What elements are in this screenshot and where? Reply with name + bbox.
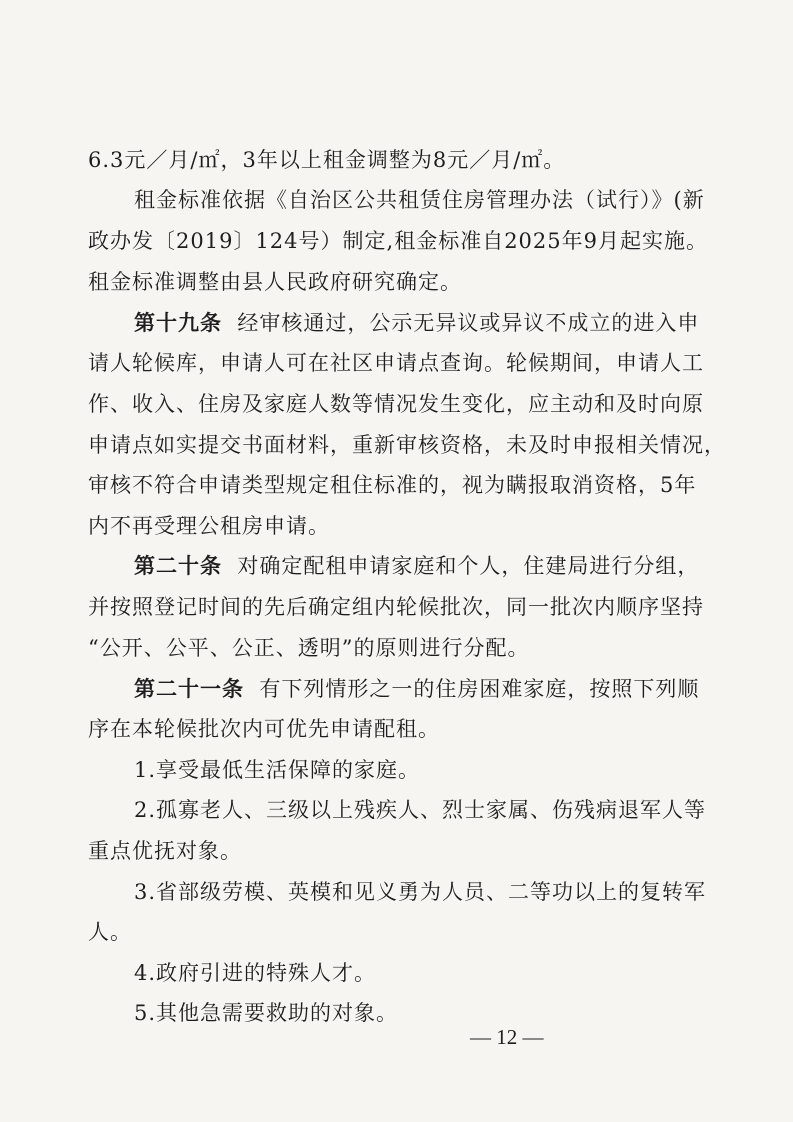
- body-line: 租金标准依据《自治区公共租赁住房管理办法（试行）》(新: [134, 188, 705, 212]
- list-item: 5.其他急需要救助的对象。: [134, 1001, 399, 1025]
- body-line: 序在本轮候批次内可优先申请配租。: [88, 717, 440, 741]
- body-line: 申请点如实提交书面材料，重新审核资格，未及时申报相关情况，: [88, 433, 726, 457]
- list-item: 3.省部级劳模、英模和见义勇为人员、二等功以上的复转军: [134, 880, 707, 904]
- body-line: 请人轮候库，申请人可在社区申请点查询。轮候期间，申请人工: [88, 351, 704, 375]
- body-line: 并按照登记时间的先后确定组内轮候批次，同一批次内顺序坚持: [88, 595, 704, 619]
- body-line: 人。: [88, 920, 132, 944]
- list-item: 4.政府引进的特殊人才。: [134, 961, 377, 985]
- body-line: 租金标准调整由县人民政府研究确定。: [88, 270, 462, 294]
- body-line: 政办发〔2019〕124号）制定,租金标准自2025年9月起实施。: [88, 229, 709, 253]
- body-line: 6.3元／月/㎡，3年以上租金调整为8元／月/㎡。: [88, 148, 566, 172]
- body-line: 重点优抚对象。: [88, 839, 242, 863]
- body-line: 审核不符合申请类型规定租住标准的，视为瞒报取消资格，5年: [88, 473, 697, 497]
- body-line: 作、收入、住房及家庭人数等情况发生变化，应主动和及时向原: [88, 392, 704, 416]
- article-heading: 第二十条: [134, 554, 222, 578]
- article-19-line: 第十九条 经审核通过，公示无异议或异议不成立的进入申: [134, 311, 700, 335]
- article-21-line: 第二十一条 有下列情形之一的住房困难家庭，按照下列顺: [134, 677, 700, 701]
- list-item: 2.孤寡老人、三级以上残疾人、烈士家属、伤残病退军人等: [134, 798, 707, 822]
- article-heading: 第二十一条: [134, 677, 244, 701]
- body-line: “公开、公平、公正、透明”的原则进行分配。: [88, 636, 530, 660]
- page-number: — 12 —: [470, 1025, 544, 1049]
- article-heading: 第十九条: [134, 311, 222, 335]
- body-line: 内不再受理公租房申请。: [88, 514, 330, 538]
- article-20-line: 第二十条 对确定配租申请家庭和个人，住建局进行分组，: [134, 554, 700, 578]
- list-item: 1.享受最低生活保障的家庭。: [134, 758, 421, 782]
